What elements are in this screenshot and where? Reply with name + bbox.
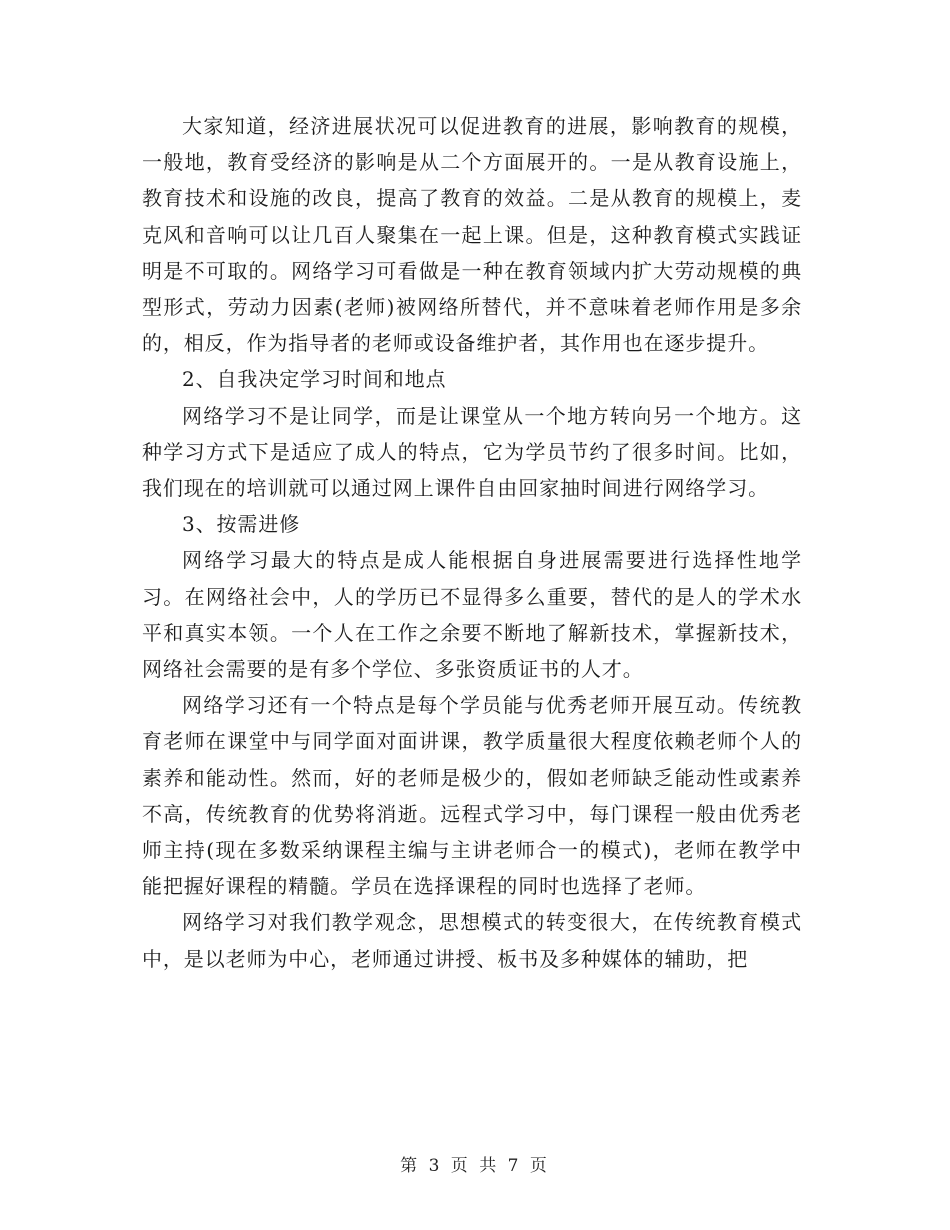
paragraph-economy-education: 大家知道，经济进展状况可以促进教育的进展，影响教育的规模，一般地，教育受经济的影响是从二个方面展开的。一是从教育设施上，教育技术和设施的改良，提高了教育的效益。二是从教育的规模上，麦克风和音响可以让几百人聚集在一起上课。但是，这种教育模式实践证明是不可取的。网络学习可看做是一种在教育领域内扩大劳动规模的典型形式，劳动力因素(老师)被网络所替代，并不意味着老师作用是多余的，相反，作为指导者的老师或设备维护者，其作用也在逐步提升。 [142,114,802,356]
paragraph-teaching-concept: 网络学习对我们教学观念，思想模式的转变很大，在传统教育模式中，是以老师为中心，老师通过讲授、板书及多种媒体的辅助，把 [142,910,802,971]
page-footer: 第 3 页 共 7 页 [400,1156,550,1176]
paragraph-selective-learning: 网络学习最大的特点是成人能根据自身进展需要进行选择性地学习。在网络社会中，人的学历已不显得多么重要，替代的是人的学术水平和真实本领。一个人在工作之余要不断地了解新技术，掌握新技术，网络社会需要的是有多个学位、多张资质证书的人才。 [142,548,802,682]
paragraph-classroom-shift: 网络学习不是让同学，而是让课堂从一个地方转向另一个地方。这种学习方式下是适应了成人的特点，它为学员节约了很多时间。比如，我们现在的培训就可以通过网上课件自由回家抽时间进行网络学习。 [142,403,802,501]
heading-self-decided-time-place: 2、自我决定学习时间和地点 [182,367,447,392]
document-body [142,108,802,977]
paragraph-teacher-interaction: 网络学习还有一个特点是每个学员能与优秀老师开展互动。传统教育老师在课堂中与同学面对面讲课，教学质量很大程度依赖老师个人的素养和能动性。然而，好的老师是极少的，假如老师缺乏能动性或素养不高，传统教育的优势将消逝。远程式学习中，每门课程一般由优秀老师主持(现在多数采纳课程主编与主讲老师合一的模式)，老师在教学中能把握好课程的精髓。学员在选择课程的同时也选择了老师。 [142,693,802,899]
heading-study-on-demand: 3、按需进修 [182,512,301,537]
